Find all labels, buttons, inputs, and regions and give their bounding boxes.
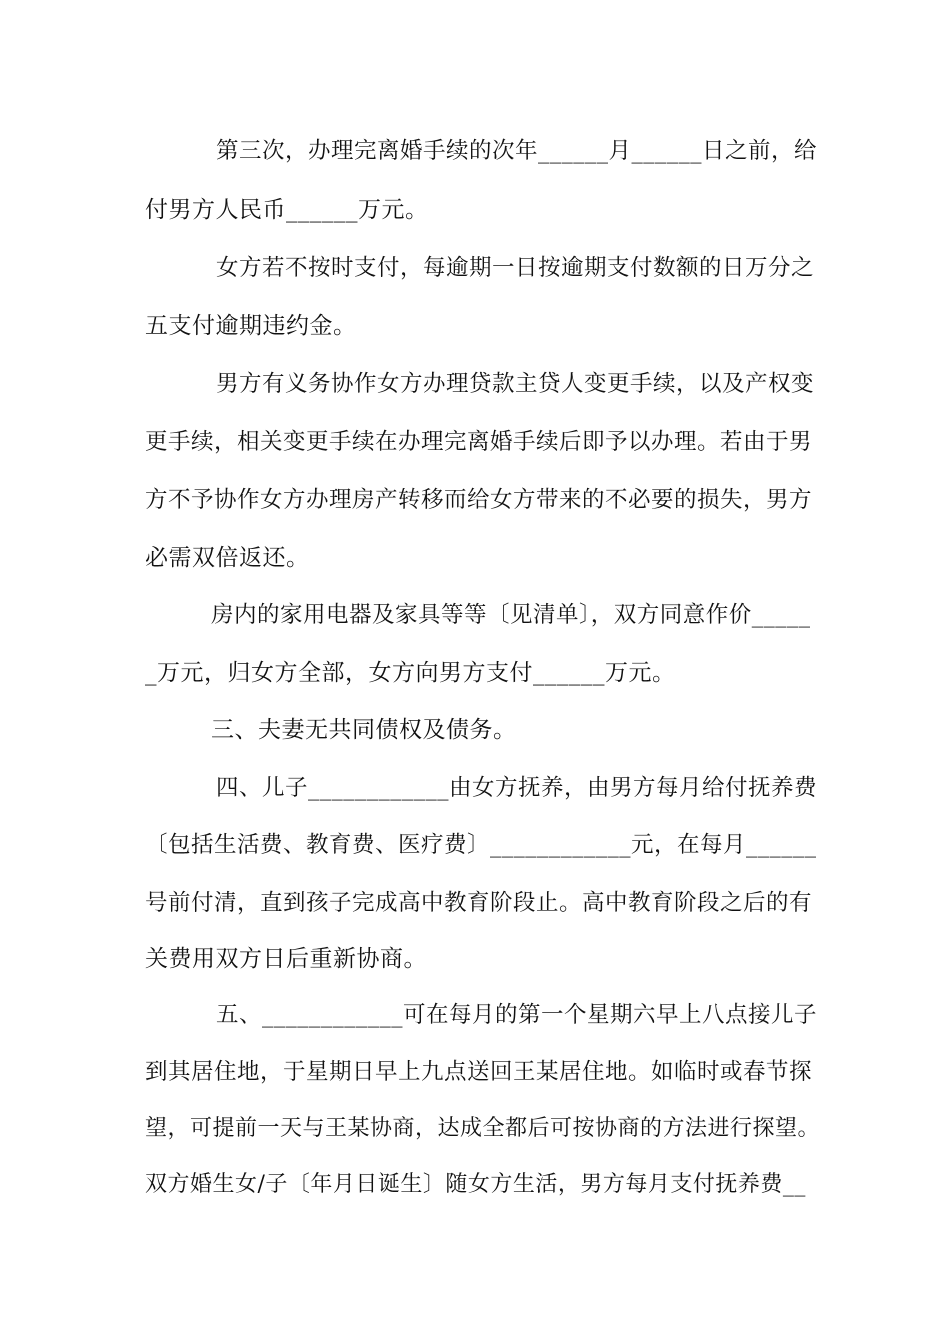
paragraph-line: 房内的家用电器及家具等等〔见清单〕，双方同意作价_____ [211,602,811,628]
paragraph-line: 望，可提前一天与王某协商，达成全都后可按协商的方法进行探望。 [145,1116,821,1141]
paragraph-line: 四、儿子____________由女方抚养，由男方每月给付抚养费 [216,775,818,801]
paragraph-line: 到其居住地，于星期日早上九点送回王某居住地。如临时或春节探 [145,1059,813,1085]
paragraph-line: 五支付逾期违约金。 [145,313,357,339]
paragraph-line: 付男方人民币______万元。 [145,197,429,223]
paragraph-line: 双方婚生女/子〔年月日诞生〕随女方生活，男方每月支付抚养费__ [145,1172,806,1197]
paragraph-line: 更手续，相关变更手续在办理完离婚手续后即予以办理。若由于男 [145,429,813,455]
paragraph-line: 男方有义务协作女方办理贷款主贷人变更手续，以及产权变 [216,371,815,397]
section-heading-line: 三、夫妻无共同债权及债务。 [211,717,517,743]
paragraph-line: 必需双倍返还。 [145,545,310,571]
paragraph-line: 第三次，办理完离婚手续的次年______月______日之前，给 [216,138,818,164]
paragraph-line: 五、____________可在每月的第一个星期六早上八点接儿子 [216,1002,818,1028]
paragraph-line: _万元，归女方全部，女方向男方支付______万元。 [145,660,676,686]
paragraph-line: 女方若不按时支付，每逾期一日按逾期支付数额的日万分之 [216,255,815,281]
paragraph-line: 方不予协作女方办理房产转移而给女方带来的不必要的损失，男方 [145,487,813,513]
paragraph-line: 号前付清，直到孩子完成高中教育阶段止。高中教育阶段之后的有 [145,890,813,916]
paragraph-line: 〔包括生活费、教育费、医疗费〕____________元，在每月______ [145,832,817,858]
paragraph-line: 关费用双方日后重新协商。 [145,946,427,972]
